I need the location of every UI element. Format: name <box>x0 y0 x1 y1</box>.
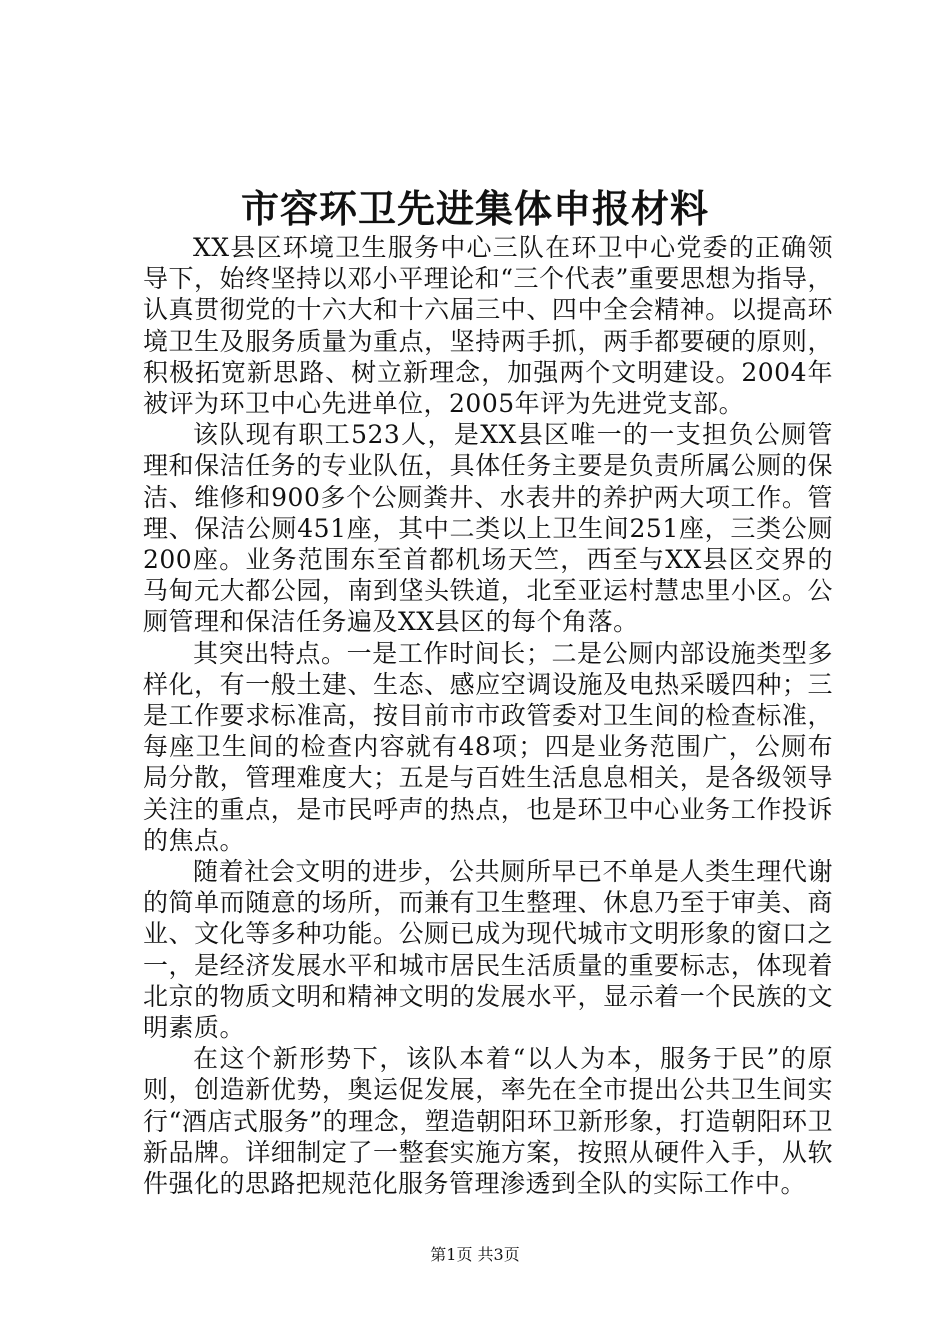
paragraph-5: 在这个新形势下，该队本着“以人为本，服务于民”的原则，创造新优势，奥运促发展，率先在全市提出公共卫生间实行“酒店式服务”的理念，塑造朝阳环卫新形象，打造朝阳环卫新品牌。详细制定了一整套实施方案，按照从硬件入手，从软件强化的思路把规范化服务管理渗透到全队的实际工作中。 <box>143 1044 833 1199</box>
paragraph-4: 随着社会文明的进步，公共厕所早已不单是人类生理代谢的简单而随意的场所，而兼有卫生整理、休息乃至于审美、商业、文化等多种功能。公厕已成为现代城市文明形象的窗口之一，是经济发展水平和城市居民生活质量的重要标志，体现着北京的物质文明和精神文明的发展水平，显示着一个民族的文明素质。 <box>143 857 833 1043</box>
paragraph-2: 该队现有职工523人，是XX县区唯一的一支担负公厕管理和保洁任务的专业队伍，具体任务主要是负责所属公厕的保洁、维修和900多个公厕粪井、水表井的养护两大项工作。管理、保洁公厕451座，其中二类以上卫生间251座，三类公厕200座。业务范围东至首都机场天竺，西至与XX县区交界的马甸元大都公园，南到垡头铁道，北至亚运村慧忠里小区。公厕管理和保洁任务遍及XX县区的每个角落。 <box>143 420 833 637</box>
paragraph-1: XX县区环境卫生服务中心三队在环卫中心党委的正确领导下，始终坚持以邓小平理论和“三个代表”重要思想为指导，认真贯彻党的十六大和十六届三中、四中全会精神。以提高环境卫生及服务质量为重点，坚持两手抓，两手都要硬的原则，积极拓宽新思路、树立新理念，加强两个文明建设。2004年被评为环卫中心先进单位，2005年评为先进党支部。 <box>143 233 833 419</box>
page-number-footer: 第1页 共3页 <box>430 1245 520 1264</box>
paragraph-3: 其突出特点。一是工作时间长；二是公厕内部设施类型多样化，有一般土建、生态、感应空调设施及电热采暖四种；三是工作要求标准高，按目前市市政管委对卫生间的检查标准，每座卫生间的检查内容就有48项；四是业务范围广，公厕布局分散，管理难度大；五是与百姓生活息息相关，是各级领导关注的重点，是市民呼声的热点，也是环卫中心业务工作投诉的焦点。 <box>143 638 833 855</box>
document-body <box>143 232 833 1199</box>
document-title: 市容环卫先进集体申报材料 <box>240 186 709 231</box>
